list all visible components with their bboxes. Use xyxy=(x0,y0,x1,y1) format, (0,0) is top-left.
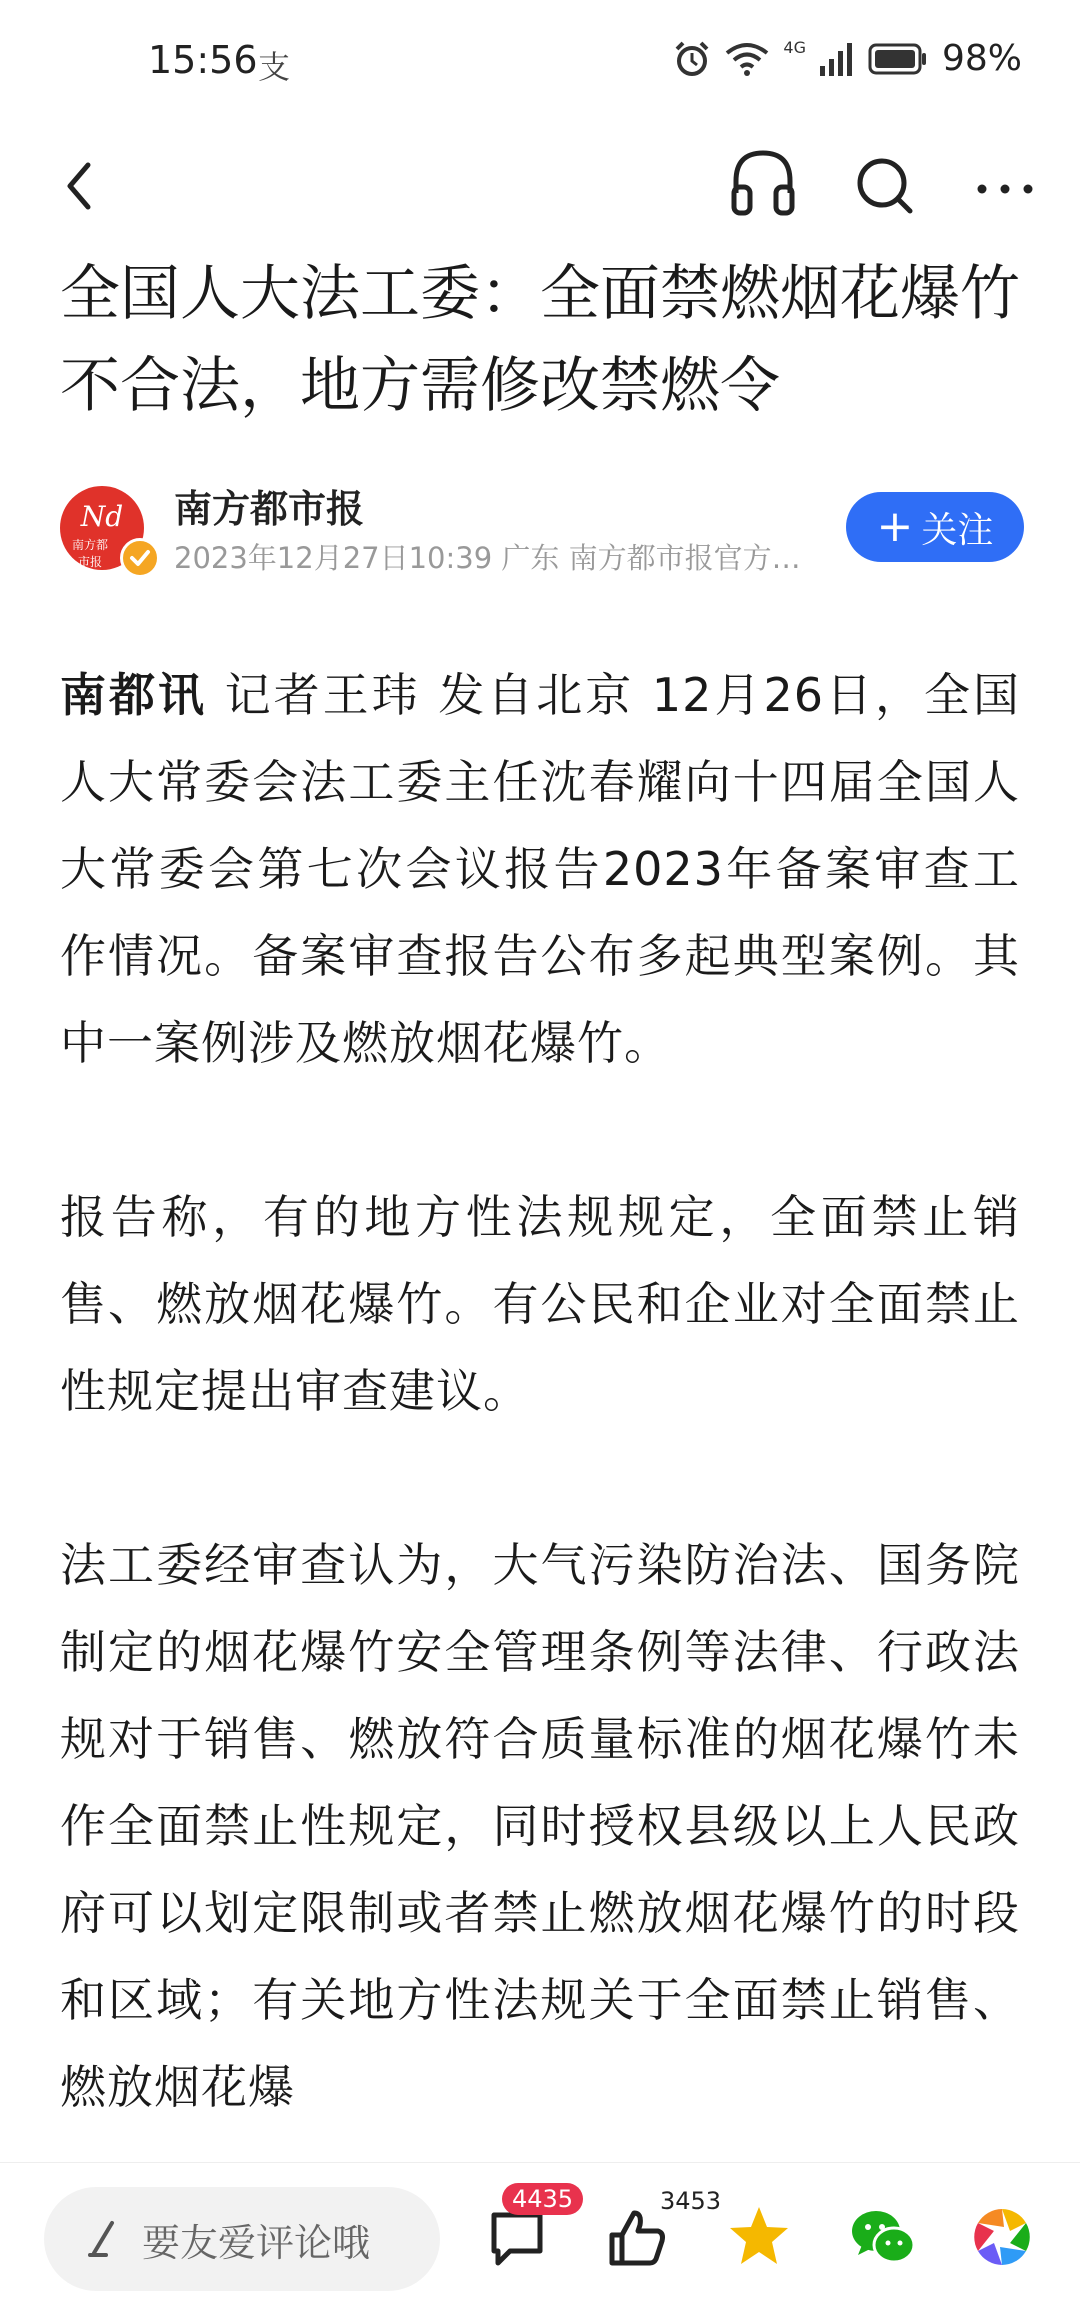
wifi-icon xyxy=(725,41,769,77)
battery-level: 98% xyxy=(941,38,1022,79)
like-count: 3453 xyxy=(660,2187,722,2215)
comment-input[interactable] xyxy=(44,2187,440,2291)
article-body xyxy=(60,652,1020,2218)
comment-count-badge: 4435 xyxy=(502,2183,583,2215)
article-paragraph xyxy=(60,652,1020,1087)
star-icon[interactable] xyxy=(726,2203,792,2269)
comment-icon[interactable] xyxy=(488,2209,546,2267)
battery-icon xyxy=(868,43,928,75)
chevron-left-icon[interactable] xyxy=(52,151,112,221)
comment-placeholder: 要友爱评论哦 xyxy=(142,2220,371,2265)
alipay-icon: 支 xyxy=(258,48,291,86)
author-name[interactable]: 南方都市报 xyxy=(174,487,365,531)
headphone-icon[interactable] xyxy=(728,143,798,223)
like-icon[interactable] xyxy=(606,2207,668,2269)
status-bar xyxy=(0,0,1080,125)
bottom-action-bar xyxy=(0,2162,1080,2311)
follow-button[interactable] xyxy=(846,492,1024,562)
article-meta: 2023年12月27日10:39 广东 南方都市报官方… xyxy=(174,541,801,575)
article-title: 全国人大法工委：全面禁燃烟花爆竹不合法，地方需修改禁燃令 xyxy=(60,259,1020,421)
wechat-icon[interactable] xyxy=(848,2205,918,2269)
avatar-sub: 南方都市报 xyxy=(71,538,108,569)
network-type-icon: 4G xyxy=(783,38,806,57)
alarm-icon xyxy=(673,40,711,78)
article-paragraph: 报告称，有的地方性法规规定，全面禁止销售、燃放烟花爆竹。有公民和企业对全面禁止性规定提出审查建议。 xyxy=(60,1190,1020,1418)
moments-icon[interactable] xyxy=(970,2205,1034,2269)
plus-icon: + xyxy=(876,501,914,552)
follow-label: 关注 xyxy=(921,509,994,551)
signal-icon xyxy=(820,42,854,76)
article-lead: 南都讯 xyxy=(60,668,208,722)
paragraph-text: 记者王玮 发自北京 12月26日，全国人大常委会法工委主任沈春耀向十四届全国人大常委会第七次会议报告2023年备案审查工作情况。备案审查报告公布多起典型案例。其中一案例涉及燃放烟花爆竹。 xyxy=(60,668,1021,1070)
author-row xyxy=(60,478,1024,588)
more-icon[interactable] xyxy=(970,145,1040,225)
pen-icon xyxy=(84,2219,124,2259)
status-icons xyxy=(673,38,1022,79)
avatar-logo: Nd xyxy=(80,500,124,533)
nav-bar xyxy=(0,125,1080,245)
verified-badge-icon xyxy=(120,538,160,578)
search-icon[interactable] xyxy=(850,145,920,225)
status-time: 15:56 xyxy=(148,38,258,82)
article-paragraph: 法工委经审查认为，大气污染防治法、国务院制定的烟花爆竹安全管理条例等法律、行政法规对于销售、燃放符合质量标准的烟花爆竹未作全面禁止性规定，同时授权县级以上人民政府可以划定限制或者禁止燃放烟花爆竹的时段和区域；有关地方性法规关于全面禁止销售、燃放烟花爆 xyxy=(60,1538,1020,2114)
